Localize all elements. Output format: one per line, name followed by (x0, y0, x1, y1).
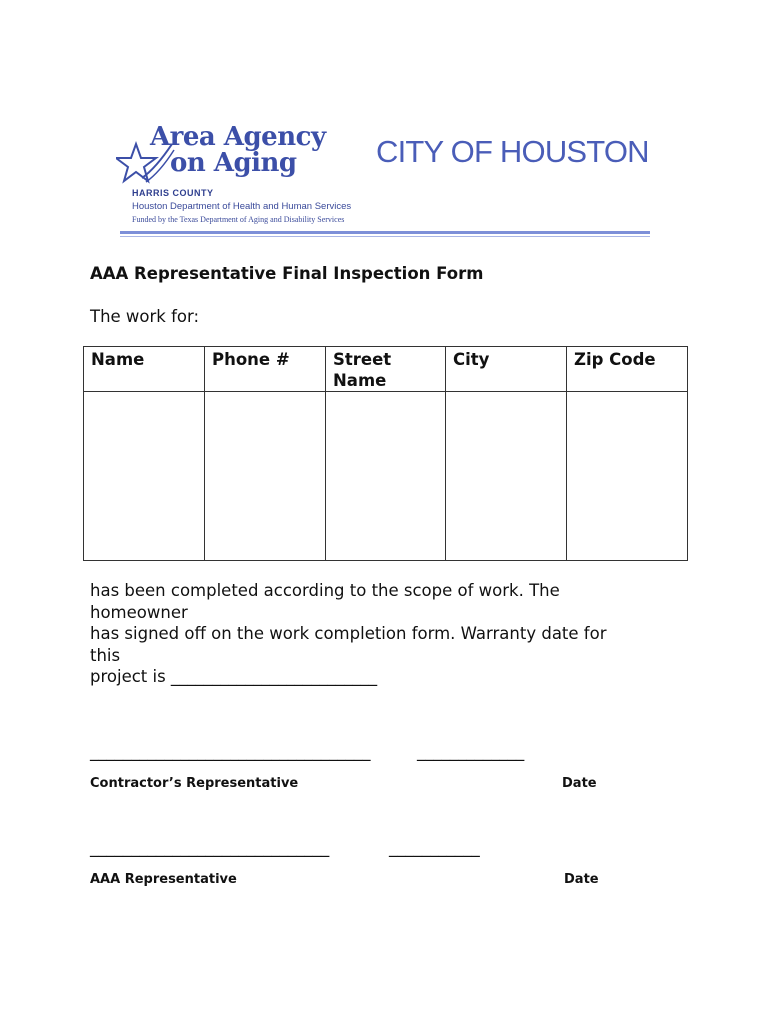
column-header-zip: Zip Code (567, 347, 688, 392)
completion-statement (90, 580, 650, 688)
column-header-phone: Phone # (205, 347, 326, 392)
agency-name-line2: on Aging (170, 148, 297, 178)
zip-cell[interactable] (567, 392, 688, 561)
statement-line: has signed off on the work completion form. Warranty date for (90, 624, 607, 643)
letterhead-rule-thin (120, 236, 650, 237)
column-header-city: City (446, 347, 567, 392)
homeowner-table (83, 346, 688, 561)
contractor-date-line[interactable]: _____________ (417, 742, 525, 761)
contractor-date-label: Date (562, 776, 597, 791)
name-cell[interactable] (84, 392, 205, 561)
aaa-date-line[interactable]: ___________ (389, 838, 480, 857)
form-title: AAA Representative Final Inspection Form (90, 264, 484, 283)
letterhead (110, 120, 670, 245)
aaa-signature-label: AAA Representative (90, 872, 237, 887)
contractor-signature-line[interactable]: __________________________________ (90, 742, 371, 761)
table-header-row (84, 347, 688, 392)
warranty-date-line[interactable]: project is _________________________ (90, 667, 378, 686)
aaa-signature-line[interactable]: _____________________________ (90, 838, 330, 857)
statement-line: has been completed according to the scope of work. The (90, 581, 560, 600)
city-title: CITY OF HOUSTON (376, 134, 649, 169)
county-label: HARRIS COUNTY (132, 188, 214, 198)
column-header-name: Name (84, 347, 205, 392)
phone-cell[interactable] (205, 392, 326, 561)
aaa-date-label: Date (564, 872, 599, 887)
table-row (84, 392, 688, 561)
statement-line: homeowner (90, 602, 188, 622)
street-cell[interactable] (326, 392, 446, 561)
statement-line: this (90, 645, 121, 665)
funding-label: Funded by the Texas Department of Aging and Disability Services (132, 215, 345, 224)
contractor-signature-label: Contractor’s Representative (90, 776, 299, 791)
intro-text: The work for: (90, 307, 200, 326)
city-cell[interactable] (446, 392, 567, 561)
department-label: Houston Department of Health and Human Services (132, 201, 352, 212)
agency-name-line1: Area Agency (150, 122, 326, 152)
column-header-street: Street Name (326, 347, 446, 392)
letterhead-rule (120, 231, 650, 234)
